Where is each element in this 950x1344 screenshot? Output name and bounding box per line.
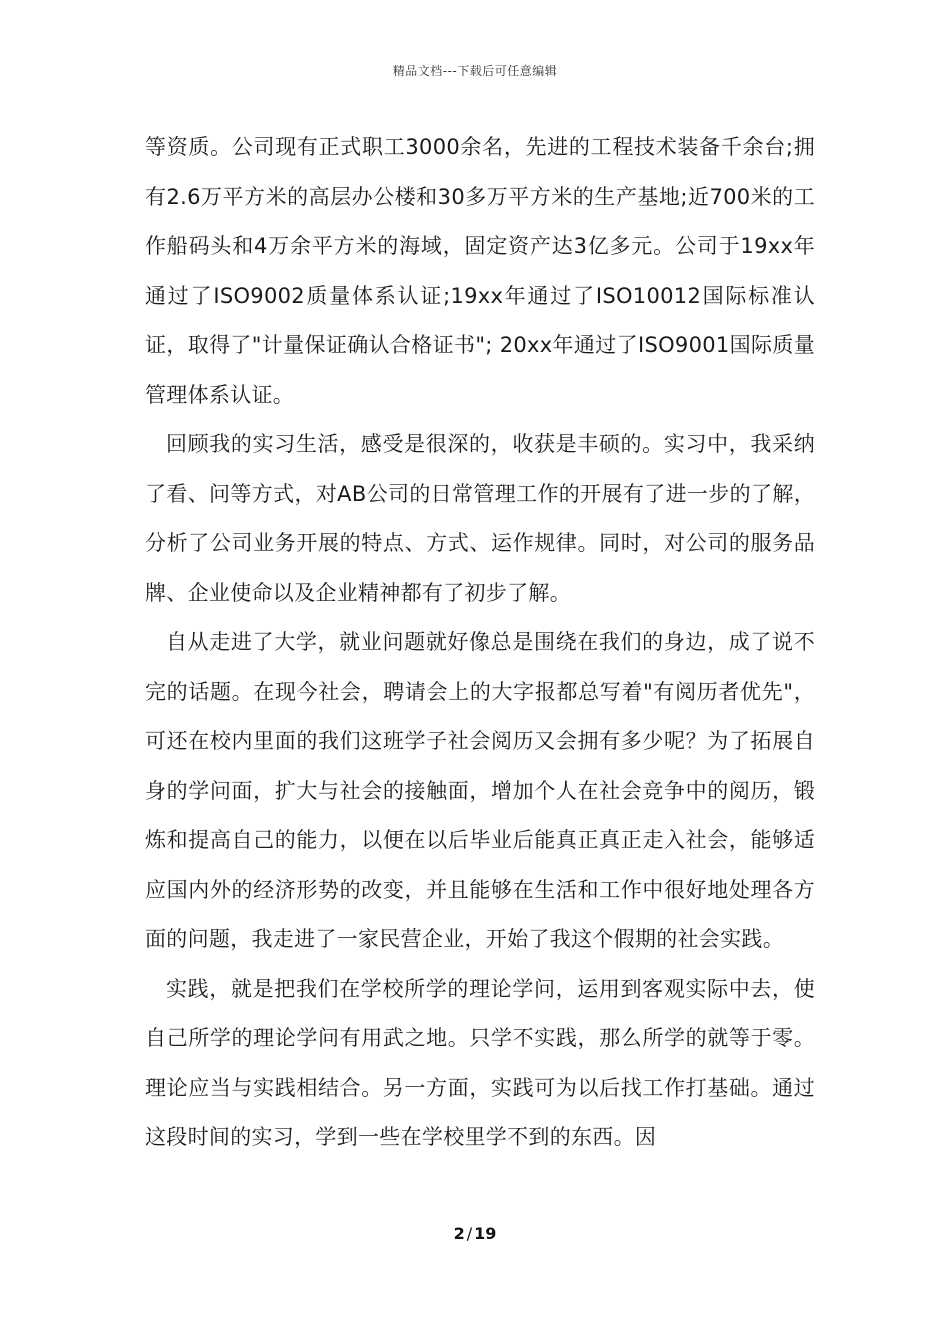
paragraph-3: 自从走进了大学，就业问题就好像总是围绕在我们的身边，成了说不完的话题。在现今社会，聘请会上的大字报都总写着"有阅历者优先"，可还在校内里面的我们这班学子社会阅历又会拥有多少呢？为了拓展自身的学问面，扩大与社会的接触面，增加个人在社会竞争中的阅历，锻炼和提高自己的能力，以便在以后毕业后能真正真正走入社会，能够适应国内外的经济形势的改变，并且能够在生活和工作中很好地处理各方面的问题，我走进了一家民营企业，开始了我这个假期的社会实践。 xyxy=(145,630,815,951)
total-pages: 19 xyxy=(474,1224,497,1243)
paragraph-2: 回顾我的实习生活，感受是很深的，收获是丰硕的。实习中，我采纳了看、问等方式，对AB公司的日常管理工作的开展有了进一步的了解，分析了公司业务开展的特点、方式、运作规律。同时，对公司的服务品牌、企业使命以及企业精神都有了初步了解。 xyxy=(145,432,815,605)
page-separator: / xyxy=(466,1224,473,1243)
current-page: 2 xyxy=(453,1224,465,1243)
page-header xyxy=(0,62,950,79)
header-text: 精品文档---下载后可任意编辑 xyxy=(392,64,558,78)
paragraph-4: 实践，就是把我们在学校所学的理论学问，运用到客观实际中去，使自己所学的理论学问有用武之地。只学不实践，那么所学的就等于零。理论应当与实践相结合。另一方面，实践可为以后找工作打基础。通过这段时间的实习，学到一些在学校里学不到的东西。因 xyxy=(145,976,815,1149)
page-number xyxy=(0,1224,950,1243)
document-body xyxy=(145,123,815,1163)
paragraph-1: 等资质。公司现有正式职工3000余名，先进的工程技术装备千余台;拥有2.6万平方米的高层办公楼和30多万平方米的生产基地;近700米的工作船码头和4万余平方米的海域，固定资产达3亿多元。公司于19xx年通过了ISO9002质量体系认证;19xx年通过了ISO10012国际标准认证，取得了"计量保证确认合格证书"; 20xx年通过了ISO9001国际质量管理体系认证。 xyxy=(145,135,815,407)
